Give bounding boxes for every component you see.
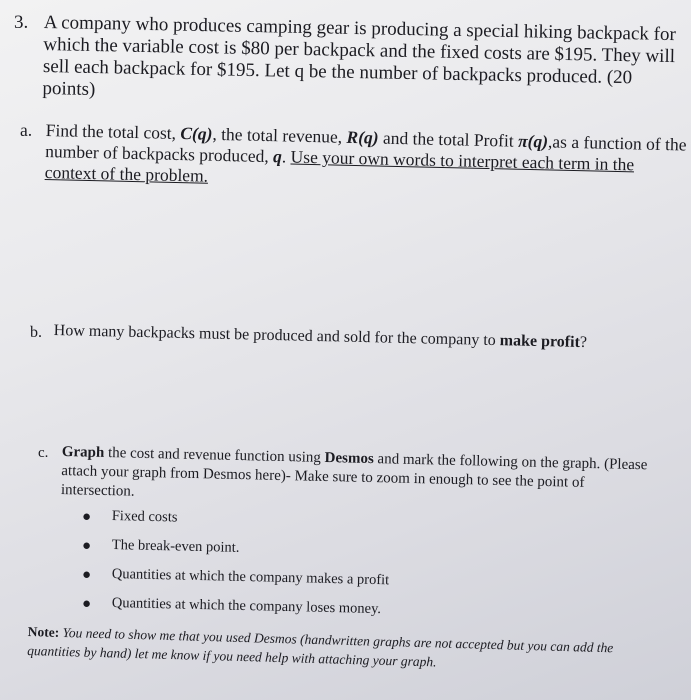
part-c-label: c. bbox=[38, 445, 49, 461]
note-text: You need to show me that you used Desmos (handwritten graphs are not accepted but you can add the quantities by hand) let me know if you need help with attaching your graph. bbox=[26, 624, 614, 670]
part-c-text-2: and mark the following on the graph. (Please attach your graph from Desmos here)- Make sure to zoom in enough to see the point of intersection. bbox=[60, 451, 648, 500]
graph-emphasis: Graph bbox=[61, 443, 105, 461]
profit-function: π(q) bbox=[517, 130, 549, 152]
note-label: Note: bbox=[27, 623, 60, 640]
bullet-icon: ● bbox=[82, 567, 92, 583]
revenue-function: R(q) bbox=[346, 126, 379, 148]
q-variable: q bbox=[272, 146, 283, 167]
make-profit-emphasis: make profit bbox=[499, 332, 581, 351]
part-b-text-1: How many backpacks must be produced and sold for the company to bbox=[53, 321, 500, 350]
bullet-icon: ● bbox=[82, 538, 92, 554]
part-b-prompt bbox=[54, 320, 654, 355]
bullet-icon: ● bbox=[82, 596, 92, 612]
part-a-prompt bbox=[45, 120, 688, 198]
part-a-text-1: Find the total cost, bbox=[45, 120, 181, 144]
part-b-label: b. bbox=[30, 324, 42, 341]
question-prompt: A company who produces camping gear is producing a special hiking backpack for which the variable cost is $80 per backpack and the fixed costs are $195. They will sell each backpack for $195. Let q be the number of backpacks produced. (20 points) bbox=[42, 12, 676, 100]
interpret-instruction: Use your own words to interpret each term in the context of the problem. bbox=[44, 146, 635, 186]
part-a-text-3: and the total Profit bbox=[378, 127, 519, 151]
note bbox=[27, 622, 628, 677]
part-c-text-1: the cost and revenue function using bbox=[104, 444, 325, 466]
bullet-icon: ● bbox=[82, 509, 92, 525]
part-a-label: a. bbox=[20, 120, 33, 140]
part-a-text-5: . bbox=[281, 146, 291, 167]
part-a-text-2: , the total revenue, bbox=[212, 123, 347, 147]
part-c-prompt bbox=[61, 443, 662, 514]
bullet-text: Fixed costs bbox=[111, 508, 178, 526]
bullet-text: The break-even point. bbox=[111, 537, 240, 556]
bullet-text: Quantities at which the company makes a profit bbox=[111, 566, 390, 589]
cost-function: C(q) bbox=[180, 123, 213, 144]
desmos-emphasis: Desmos bbox=[324, 449, 374, 468]
question-number: 3. bbox=[14, 12, 29, 33]
part-a-text-4: ,as a function of the number of backpacks produced, bbox=[45, 131, 687, 167]
bullet-text: Quantities at which the company loses money. bbox=[111, 595, 382, 618]
part-b-text-2: ? bbox=[579, 333, 588, 352]
